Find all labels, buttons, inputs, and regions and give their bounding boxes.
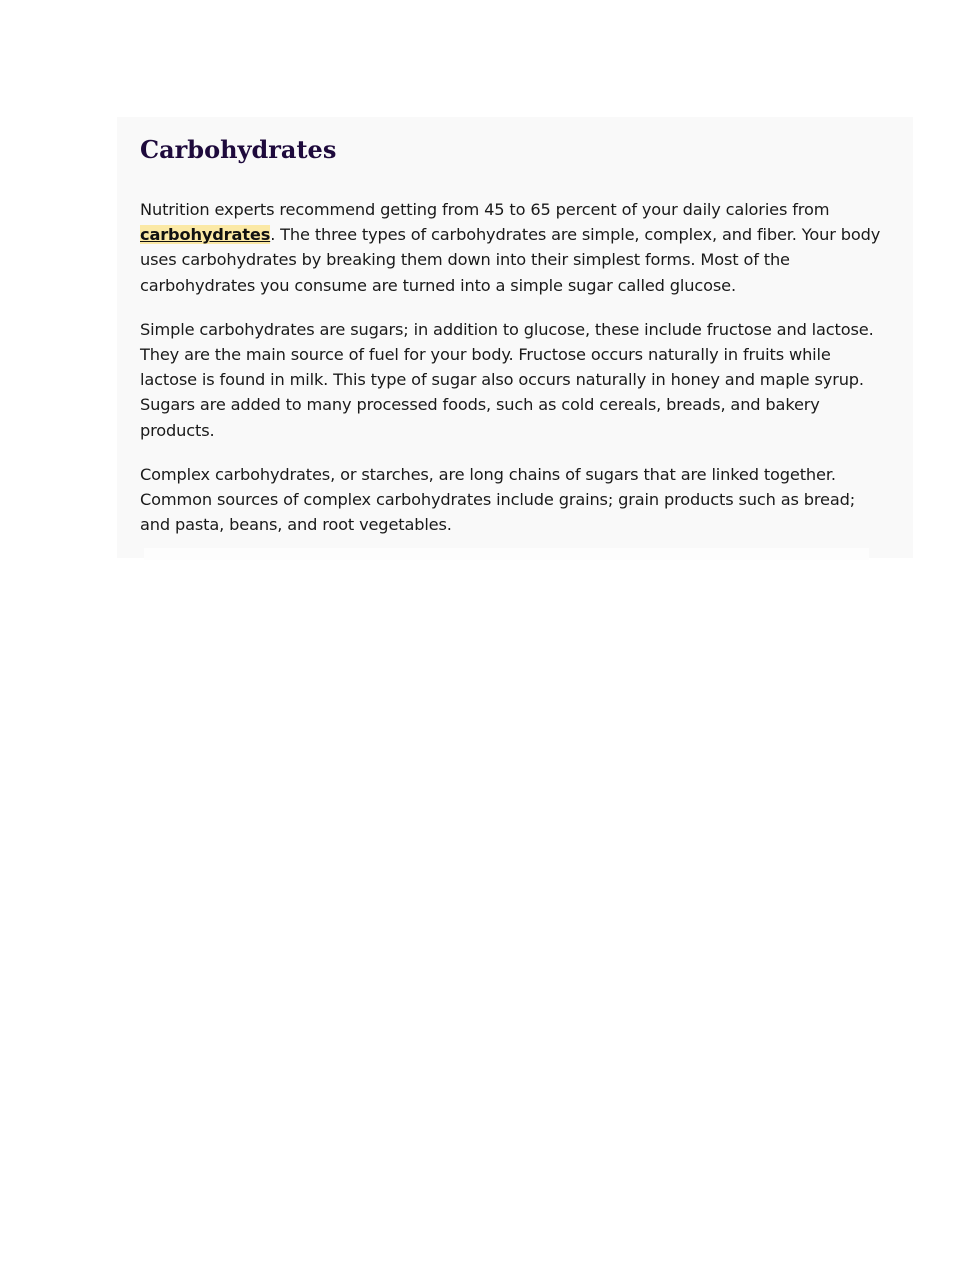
title-wrapper [140,135,890,177]
paragraph-intro-text-after: . The three types of carbohydrates are simple, complex, and fiber. Your body uses carbohydrates by breaking them down into their simplest forms. Most of the carbohydrates you consume are turned into a simple sugar called glucose. [140,225,881,295]
section-title: Carbohydrates [140,135,337,164]
paragraph-simple-carbs: Simple carbohydrates are sugars; in addition to glucose, these include fructose and lactose. They are the main source of fuel for your body. Fructose occurs naturally in fruits while lactose is found in milk. This type of sugar also occurs naturally in honey and maple syrup. Sugars are added to many processed foods, such as cold cereals, breads, and bakery products. [140,319,874,440]
paragraph-intro [140,197,890,298]
card-fade-divider [144,548,869,560]
paragraph-complex-carbs: Complex carbohydrates, or starches, are long chains of sugars that are linked together. Common sources of complex carbohydrates include grains; grain products such as bread; and pasta, beans, and root vegetables. [140,464,856,535]
paragraph-intro-text-before: Nutrition experts recommend getting from 45 to 65 percent of your daily calories from [140,200,830,219]
content-card [117,117,913,558]
glossary-term-carbohydrates[interactable]: carbohydrates [140,225,271,245]
